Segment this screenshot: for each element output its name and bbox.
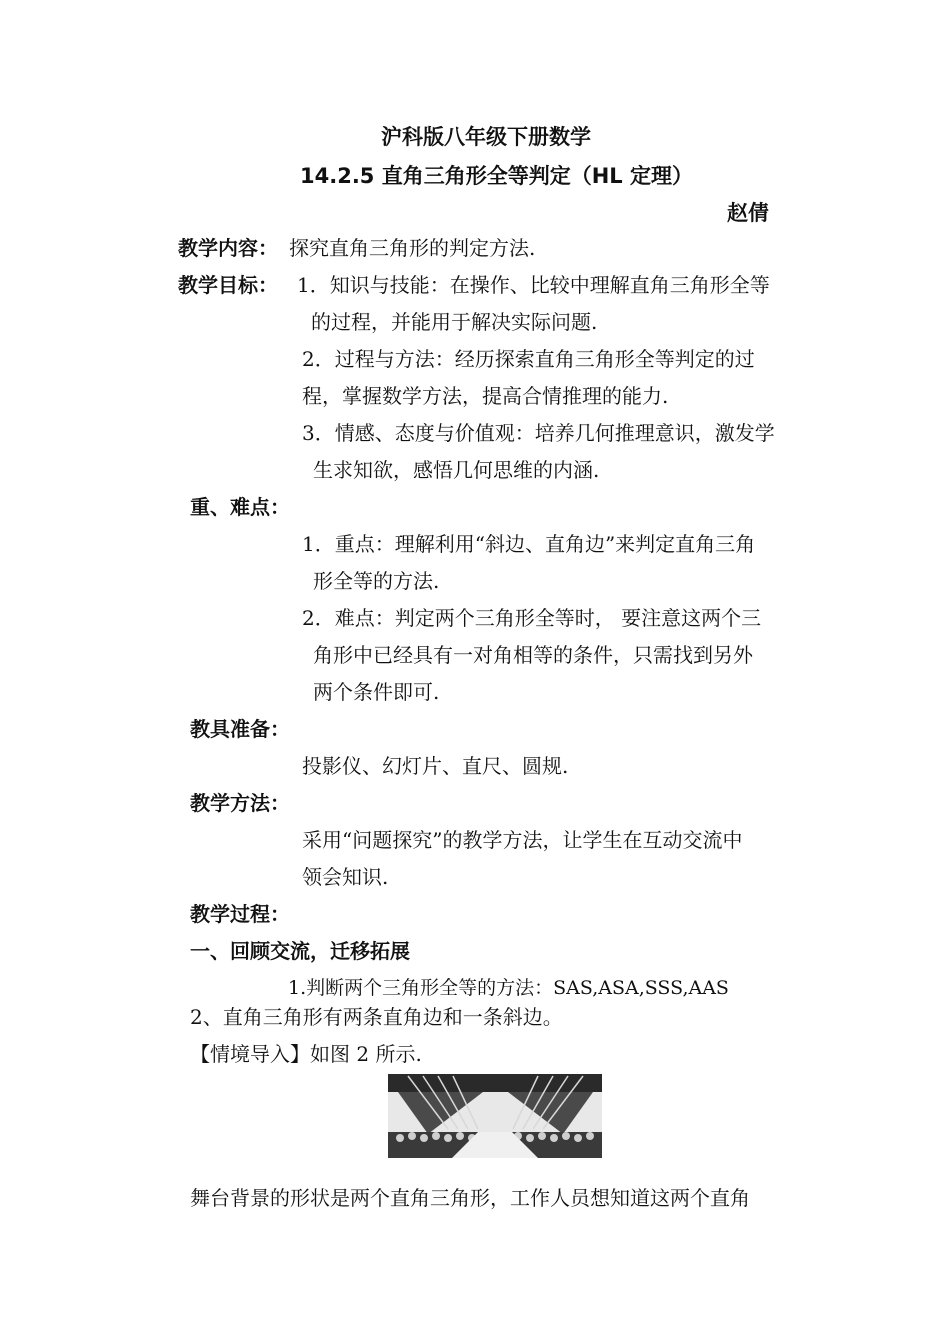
objective-line: 1．知识与技能：在操作、比较中理解直角三角形全等 — [297, 273, 770, 297]
key-point-line: 两个条件即可. — [313, 680, 440, 704]
document-title: 沪科版八年级下册数学 — [381, 125, 591, 149]
teaching-tools-label: 教具准备： — [190, 717, 290, 741]
key-point-line: 1．重点：理解利用“斜边、直角边”来判定直角三角 — [302, 532, 756, 556]
key-point-line: 角形中已经具有一对角相等的条件，只需找到另外 — [313, 643, 753, 667]
method-line: 采用“问题探究”的教学方法，让学生在互动交流中 — [302, 828, 743, 852]
method-line: 领会知识. — [302, 865, 389, 889]
document-subtitle: 14.2.5 直角三角形全等判定（HL 定理） — [300, 164, 693, 188]
author-name: 赵倩 — [727, 201, 769, 225]
key-points-label: 重、难点： — [190, 495, 290, 519]
objective-line: 程，掌握数学方法，提高合情推理的能力. — [302, 384, 669, 408]
objective-line: 生求知欲，感悟几何思维的内涵. — [313, 458, 600, 482]
stage-photo — [388, 1074, 602, 1158]
key-point-line: 形全等的方法. — [313, 569, 440, 593]
teaching-content-label: 教学内容： — [178, 236, 278, 260]
objective-line: 的过程，并能用于解决实际问题. — [311, 310, 598, 334]
section-heading: 一、回顾交流，迁移拓展 — [190, 939, 410, 963]
process-item: 1.判断两个三角形全等的方法：SAS,ASA,SSS,AAS — [288, 977, 729, 999]
teaching-process-label: 教学过程： — [190, 902, 290, 926]
objective-line: 3．情感、态度与价值观：培养几何推理意识，激发学 — [302, 421, 775, 445]
process-item: 2、直角三角形有两条直角边和一条斜边。 — [190, 1005, 563, 1029]
teaching-objectives-label: 教学目标： — [178, 273, 278, 297]
scenario-paragraph: 舞台背景的形状是两个直角三角形，工作人员想知道这两个直角 — [190, 1186, 750, 1210]
teaching-content-text: 探究直角三角形的判定方法. — [289, 236, 536, 260]
key-point-line: 2．难点：判定两个三角形全等时， 要注意这两个三 — [302, 606, 762, 630]
teaching-tools-text: 投影仪、幻灯片、直尺、圆规. — [302, 754, 569, 778]
scenario-intro: 【情境导入】如图 2 所示. — [190, 1042, 422, 1066]
objective-line: 2．过程与方法：经历探索直角三角形全等判定的过 — [302, 347, 755, 371]
teaching-method-label: 教学方法： — [190, 791, 290, 815]
